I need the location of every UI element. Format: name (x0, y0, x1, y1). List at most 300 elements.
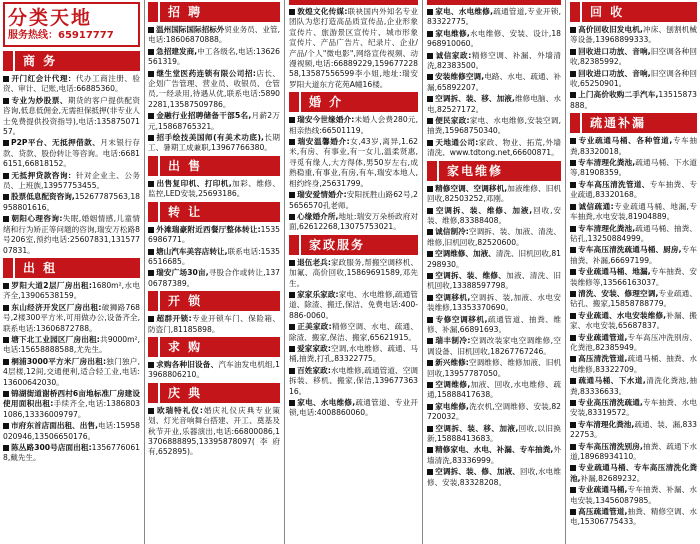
listing-entry (427, 315, 561, 336)
section-header-open: 开 锁 (148, 291, 280, 311)
listing-entry (427, 227, 561, 248)
listing-body: 水电维修、安装、设计,18968910060。 (427, 28, 561, 49)
listing-headline: 专业疏通马桶、专车高压清洗化粪池, (570, 463, 697, 483)
column-1 (0, 0, 143, 544)
masthead-hotline: 服务热线：65917777 (8, 30, 114, 41)
top-bar (427, 0, 561, 5)
bullet-square-icon (570, 487, 576, 493)
bullet-square-icon (289, 400, 295, 406)
listing-headline: 精修空调、空调移机, (435, 183, 508, 193)
listing-entry (570, 485, 697, 506)
bullet-square-icon (427, 96, 433, 102)
section-header-marriage: 婚 介 (289, 92, 418, 112)
listing-entry (427, 29, 561, 50)
listing-entry (289, 212, 418, 233)
listing-headline: 诚信疏通: (578, 201, 614, 211)
listing-body: 专车抽粪、专业疏通,83320168。 (570, 179, 698, 200)
listing-entry (148, 247, 280, 268)
listing-body: 长期工、暑期工成兼职,13967766380。 (148, 133, 280, 153)
listing-headline: 瑞安广场30亩, (156, 268, 209, 278)
listing-headline: 诚信家政: (435, 50, 472, 60)
listing-body: 回收,安装、维修,83388408。 (427, 205, 561, 225)
transfer-listings (148, 225, 280, 289)
listing-entry (570, 376, 697, 397)
listing-headline: 空调拆、装、修、加液、 (435, 467, 520, 477)
listing-body: 专车抽粪、补漏,66697199。 (570, 245, 697, 265)
section-header-seek: 求 购 (148, 337, 280, 357)
listing-headline: 空调拆、装、维修、加液, (435, 205, 533, 215)
listing-entry (570, 158, 697, 179)
listing-entry (427, 358, 561, 379)
listing-body: 专业疏通马桶、地漏,专车抽粪,水电安装,81904889。 (570, 201, 697, 222)
listing-body: 月薪2万元,15868765321。 (148, 111, 280, 131)
listing-entry (570, 333, 697, 354)
listing-body: 加彩、维修、监控,LED安装,25693186。 (148, 178, 280, 199)
bullet-square-icon (3, 283, 9, 289)
listing-headline: 专车清理化粪池, (578, 419, 635, 429)
listing-entry (427, 138, 561, 159)
listing-headline: 股票低息配资咨询, (11, 192, 75, 202)
listing-headline: 专车高压清洗管道、 (578, 179, 650, 189)
listing-entry (570, 289, 697, 310)
bullet-square-icon (3, 76, 9, 82)
listing-entry (427, 94, 561, 115)
bullet-square-icon (570, 313, 576, 319)
listing-body: 回收,水电维修、安装,83328208。 (427, 467, 561, 487)
bullet-square-icon (570, 422, 576, 428)
listing-body: 补漏、搬家、水电安装,65687837。 (570, 310, 698, 331)
bullet-square-icon (3, 98, 9, 104)
listing-body: 空调维修、维修加液、旧机回收,13957787050。 (427, 358, 561, 378)
listing-body: 空调拆、装,加液、水电安装维修,13353370690。 (427, 292, 561, 313)
listing-body: 疏通马桶、下水道等,81908359。 (570, 158, 698, 178)
listing-headline: 清洗、安装、修理空调, (578, 288, 659, 298)
listing-body: 汽车油发电机组,13968806210。 (148, 359, 281, 380)
listing-body: 补漏,82689232。 (580, 473, 645, 483)
listing-entry (427, 206, 561, 227)
listing-body: 13515873888。 (570, 90, 697, 110)
bullet-square-icon (570, 269, 576, 275)
listing-entry (570, 224, 697, 245)
bullet-square-icon (3, 423, 9, 429)
bullet-square-icon (148, 71, 154, 77)
bullet-square-icon (570, 291, 576, 297)
listing-body: 回收,以旧换新,15888413683。 (427, 423, 561, 444)
marriage-listings (289, 115, 418, 232)
listing-headline: 专业疏通马桶、地漏, (578, 267, 651, 277)
listing-body: 手续齐全,电话:13868031086,13336009797。 (3, 399, 140, 419)
listing-entry (427, 184, 561, 205)
listing-entry (570, 398, 697, 419)
listing-headline: 专车清理化粪池, (578, 223, 636, 233)
listing-body: 疏通马桶、抽粪、水电维修,83322709。 (570, 354, 698, 374)
listing-entry (3, 443, 140, 464)
listing-headline: 空调拆、装、维修、 (435, 270, 507, 280)
listing-entry (289, 398, 418, 419)
listing-entry (427, 380, 561, 401)
listing-body: 13567760618,戴先生。 (3, 443, 140, 463)
listing-headline: 桐浦3000平方米厂房出租: (11, 356, 107, 366)
bullet-square-icon (427, 360, 433, 366)
listing-headline: 专车高压清洗别房, (578, 441, 643, 451)
listing-headline: 瑞安温馨婚介: (297, 137, 350, 147)
listing-body: 加液维修、旧机回收,82503252,邓刚。 (427, 183, 562, 204)
listing-entry (3, 214, 140, 256)
bullet-square-icon (148, 249, 154, 255)
listing-body: 专车抽粪、水电安装,83319572。 (570, 398, 697, 418)
bullet-square-icon (289, 117, 295, 123)
listing-headline: 家电维修, (435, 401, 469, 411)
listing-headline: 空调移机, (435, 292, 471, 302)
listing-body: 针对企业主、公务员、上班族,13957753455。 (3, 170, 140, 191)
column-2 (145, 0, 283, 544)
listing-entry (3, 421, 140, 442)
bullet-square-icon (427, 295, 433, 301)
bullet-square-icon (3, 391, 9, 397)
bullet-square-icon (427, 31, 433, 37)
bullet-square-icon (3, 140, 9, 146)
bullet-square-icon (570, 444, 576, 450)
bullet-square-icon (289, 260, 295, 266)
listing-body: 店长、企划广告管理、营业员、收银员、仓管员,一经录用,待遇从优,联系电话:58902281,13587509786。 (148, 68, 280, 109)
bullet-square-icon (148, 270, 154, 276)
listing-body: 精修空调、补漏、外墙清洗,82383500。 (427, 50, 561, 71)
bullet-square-icon (427, 273, 433, 279)
section-header-housekeeping: 家政服务 (289, 235, 418, 255)
bullet-square-icon (427, 382, 433, 388)
listing-entry (289, 366, 418, 397)
bullet-square-icon (570, 356, 576, 362)
listing-entry (427, 467, 561, 488)
listing-headline: 瑞安今世缘婚介: (297, 115, 355, 125)
bullet-square-icon (570, 226, 576, 232)
listing-entry (3, 357, 140, 388)
bullet-square-icon (289, 368, 295, 374)
listing-entry (570, 47, 697, 68)
listing-headline: 敦煌文化传媒: (297, 7, 348, 16)
listing-entry (3, 74, 140, 95)
listing-headline: 退伍老兵: (297, 257, 331, 267)
housekeeping-listings (289, 258, 418, 419)
listing-entry (427, 116, 561, 137)
media-listings (289, 7, 418, 90)
listing-headline: 出售复印机、打印机, (156, 178, 232, 188)
listing-body: 中工各级名,电话:13626561319。 (148, 46, 280, 67)
listing-entry (570, 245, 697, 266)
section-header-sell: 出 售 (148, 156, 280, 176)
listing-entry (570, 507, 697, 528)
column-4 (424, 0, 564, 544)
listing-entry (289, 290, 418, 321)
listing-body: 空调,水电维修、疏通、马桶,抽粪,打孔,83322775。 (289, 343, 418, 364)
listing-entry (3, 389, 140, 420)
listing-entry (3, 303, 140, 334)
listing-body: 专车抽粪、补漏、水电安装,13456087985。 (570, 485, 698, 505)
listing-entry (570, 136, 697, 157)
bullet-square-icon (570, 160, 576, 166)
listing-headline: 欧瑞特礼仪: (156, 405, 203, 415)
bullet-square-icon (148, 135, 154, 141)
listing-body: 专车抽粪,83320018。 (570, 136, 698, 156)
bullet-square-icon (427, 317, 433, 323)
bullet-square-icon (3, 337, 9, 343)
repair-listings (427, 7, 561, 159)
listing-entry (427, 51, 561, 72)
bullet-square-icon (148, 316, 154, 322)
listing-headline: 求购各种旧设备、 (156, 359, 219, 369)
listing-entry (289, 115, 418, 136)
listing-body: 女,43岁,离异,1.62米,有房、有事业,有一女儿,温柔贤惠,寻觅有缘人,大方得体,男50岁左右,成熟稳重,有事业,有房,有车,瑞安本地人,相约终身,25631799。 (289, 137, 418, 188)
section-header-appliance: 家电维修 (427, 161, 561, 181)
listing-headline: 精修家电、水电、补漏、专车抽粪, (435, 445, 554, 455)
section-header-pipe: 疏通补漏 (570, 113, 697, 133)
bullet-square-icon (570, 247, 576, 253)
listing-body: 期货的客户提供配资咨询,低息低佣金,无需担保抵押(非专业人士免费提供投资指导),电话:13587507157。 (3, 95, 140, 137)
bullet-square-icon (289, 324, 295, 330)
listing-body: 水电维修,疏通管道、空调拆装、移机、搬家,保洁,13967736316。 (289, 365, 418, 396)
listing-headline: 百姓家政: (297, 365, 331, 375)
listing-body: 家电、水电维修,安装空调,抽粪,15968750340。 (427, 116, 561, 136)
listing-entry (3, 192, 140, 213)
bullet-square-icon (3, 359, 9, 365)
column-3 (286, 0, 421, 544)
listing-entry (148, 360, 280, 381)
bullet-square-icon (427, 118, 433, 124)
listing-entry (427, 336, 561, 357)
listing-body: 抽粪、疏通下水道,18968934110。 (570, 441, 697, 462)
listing-body: 婚庆礼仪庆典专业策划、灯光音响舞台搭建、开工、奠基及秋节开业,乐器演出,电话:66800086,13706888895,13395878097(李府有,652895)。 (148, 405, 281, 457)
listing-entry (148, 179, 280, 200)
listing-body: 贸业务员、业管,电话:18606870888。 (148, 25, 280, 45)
listing-entry (570, 180, 697, 201)
listing-headline: 塘下北工业园区厂房出租: (11, 334, 100, 344)
listing-entry (570, 442, 697, 463)
bullet-square-icon (427, 53, 433, 59)
listing-headline: 温州国际国际招标外 (156, 25, 225, 34)
bullet-square-icon (570, 465, 576, 471)
bullet-square-icon (148, 408, 154, 414)
listing-entry (427, 402, 561, 423)
listing-entry (427, 293, 561, 314)
listing-entry (289, 322, 418, 343)
listing-headline: 急招建发商, (156, 46, 198, 56)
listing-headline: 外滩瑞豪附近西餐厅整体转让: (156, 224, 261, 234)
listing-body: 家电、水电维修,疏通管道、除渣、搬迁,保洁、免费电话:400-886-0060。 (289, 289, 418, 320)
listing-headline: 高压疏通管道, (578, 507, 628, 517)
listing-entry (427, 271, 561, 292)
listing-body: 未婚人会费280元,相亲热线:66501119。 (289, 115, 418, 135)
column-5 (567, 0, 700, 544)
listing-headline: 锦湖街道谢桥西村6亩地标准厂房建设使用面积出租: (3, 388, 140, 409)
listing-entry (427, 7, 561, 28)
listing-headline: 瑞安爱情婚介: (297, 190, 347, 200)
listing-headline: 正美家政: (297, 322, 332, 332)
listing-body: 专车抽粪、安装维修等,13566163037。 (570, 267, 697, 287)
bullet-square-icon (570, 509, 576, 515)
listing-entry (289, 344, 418, 365)
bullet-square-icon (148, 362, 154, 368)
listing-entry (289, 7, 418, 90)
listing-body: 空调拆、装、加液、清洗、维修,旧机回收,82520600。 (427, 227, 561, 247)
listing-headline: 专修空调移机, (435, 314, 488, 324)
bullet-square-icon (570, 378, 576, 384)
listing-entry (3, 138, 140, 169)
bullet-square-icon (3, 173, 9, 179)
bullet-square-icon (570, 27, 576, 33)
listing-headline: 家电、水电维修, (297, 398, 356, 407)
listing-headline: 高价回收旧发电机, (578, 25, 643, 34)
listing-body: 家政服务,帮搬空调移机、加氟、高价回收,15869691589,邓先生。 (289, 257, 418, 288)
listing-headline: 塘山汽车美容店转让, (156, 246, 228, 256)
listing-headline: 陈丛路300号店面出租: (11, 443, 92, 452)
recruit-listings (148, 25, 280, 154)
bullet-square-icon (3, 216, 9, 222)
listing-entry (3, 335, 140, 356)
bullet-square-icon (289, 292, 295, 298)
listing-entry (570, 311, 697, 332)
bullet-square-icon (427, 338, 433, 344)
listing-headline: 开门红会计代理： (11, 74, 76, 83)
listing-headline: 市府东首店面出租、出售, (11, 421, 98, 431)
listing-headline: 无抵押贷款咨询： (11, 170, 76, 180)
listing-headline: 空调维修、加液、 (435, 249, 496, 259)
listing-entry (148, 268, 280, 289)
listing-body: 独门独户,4层楼,12间,交通便利,适合轻工业,电话:13600642030。 (3, 356, 141, 387)
listing-headline: 便民家政: (435, 116, 470, 126)
listing-headline: 罗阳大道2层厂房出租: (11, 280, 92, 290)
section-header-business: 商 务 (3, 51, 140, 71)
bullet-square-icon (427, 74, 433, 80)
listing-body: 共9000m²,电话:15658888588,尤先生。 (3, 334, 140, 355)
listing-body: 疏通、装、漏,83322753。 (570, 419, 697, 440)
listing-body: 疏通马桶、抽粪、钻孔,13250884999。 (570, 223, 698, 243)
listing-headline: 心缘婚介所, (297, 211, 339, 221)
listing-headline: 上门高价收购二手汽车, (578, 90, 659, 100)
listing-entry (570, 202, 697, 223)
listing-body: 疏通管道,专业开锁,83322775。 (427, 7, 562, 27)
listing-headline: 空调拆、装、移、加液, (435, 423, 519, 433)
listing-body: 15267787563,18958801616。 (3, 192, 140, 212)
listing-body: 冲床、刨割机械等设备,13968899333。 (570, 25, 697, 45)
listing-entry (570, 354, 697, 375)
listing-headline: 专业疏通马桶, (578, 485, 628, 495)
bullet-square-icon (427, 404, 433, 410)
listing-headline: 瑞丰制冷: (435, 336, 471, 346)
listing-body: 联袂国内外知名专业团队为您打造高品质宣传品,企业形象宣传片、旅游景区宣传片、城市形象宣传片、产品广告片、纪录片、企业/产品/个人"微电影",网络宣传视频、动漫视频,电话:66889229,15967722858,13587556599李小姐,地址:瑞安罗阳大道东方花苑A幢16楼。 (289, 7, 418, 89)
rent-listings (3, 281, 140, 464)
section-header-recycle: 回 收 (570, 2, 697, 22)
listing-body: 外墙清洗,83336999。 (427, 445, 562, 465)
bullet-square-icon (148, 181, 154, 187)
listing-entry (570, 25, 697, 46)
listing-entry (148, 47, 280, 68)
listing-body: 家政、物业、拓荒,外墙清洗、www.tdtong.net,66600871。 (427, 137, 561, 158)
listing-body: 代办工商注册、验资、审计、记账,电话:66885360。 (3, 74, 140, 94)
sell-listings (148, 179, 280, 200)
bullet-square-icon (427, 426, 433, 432)
listing-body: 清洗化粪池,抽粪,83336633。 (570, 376, 697, 396)
listing-headline: 爱家家政: (297, 343, 331, 353)
bullet-square-icon (570, 400, 576, 406)
masthead-title: 分类天地 (8, 7, 93, 29)
open-listings (148, 314, 280, 335)
listing-headline: 专业疏通、水电安装维修, (578, 310, 667, 320)
listing-entry (570, 420, 697, 441)
listing-headline: 金融行业招聘储备干部5名, (156, 111, 252, 121)
celebrate-listings (148, 406, 280, 458)
bullet-square-icon (148, 113, 154, 119)
listing-headline: 专业为炒股票、 (11, 95, 68, 105)
listing-entry (570, 90, 697, 111)
listing-headline: 家电、水电维修, (435, 7, 493, 16)
listing-entry (148, 111, 280, 132)
bullet-square-icon (427, 251, 433, 257)
listing-headline: 招手绘技美国师(有美术功底), (156, 133, 264, 143)
listing-body: 破狮路768号,2楼300平方米,可用做办公,设备齐全,联系电话:13606872788。 (3, 302, 140, 333)
listing-headline: 专业疏通管道, (578, 332, 628, 342)
listing-body: 旧空调各种回收,82385992。 (570, 46, 697, 67)
bullet-square-icon (148, 27, 154, 33)
listing-entry (148, 25, 280, 46)
pipe-listings (570, 136, 697, 528)
listing-body: 月末银行存款、贷款、股份转让等咨询。电话:66816151,66818152。 (3, 138, 140, 169)
listing-entry (148, 69, 280, 111)
listing-headline: 空调维修, (435, 380, 471, 389)
listing-headline: 专业高压清洗疏通, (578, 398, 643, 407)
bullet-square-icon (427, 469, 433, 475)
listing-body: 清洗、旧机回收,81298930。 (427, 249, 562, 269)
listing-entry (427, 249, 561, 270)
listing-entry (427, 424, 561, 445)
listing-headline: 东山经济开发区厂房出租: (11, 302, 102, 312)
listing-headline: 空调拆、装、移、加液, (435, 94, 515, 104)
column-divider (422, 0, 423, 544)
listing-body: 维修电脑、水电,82527172。 (427, 94, 562, 114)
listing-body: 安阳抚胜山路62号,25656570孔老师。 (289, 190, 418, 210)
bullet-square-icon (570, 92, 576, 98)
listing-body: 抽粪、精修空调、水电,15306775433。 (570, 507, 698, 527)
listing-entry (570, 463, 697, 484)
column-divider (284, 0, 285, 544)
bullet-square-icon (3, 194, 9, 200)
listing-headline: 继生堂医药连锁有限公司招: (156, 68, 256, 78)
listing-entry (3, 281, 140, 302)
listing-body: 专车高压冲洗别房、化粪池,82385949。 (570, 332, 698, 352)
bullet-square-icon (427, 186, 433, 192)
listing-body: 专业疏通、钻孔、搬家,15858788779。 (570, 288, 698, 309)
listing-body: 加液、回收,水电维修、疏通,15888417638。 (427, 380, 561, 400)
bullet-square-icon (570, 335, 576, 341)
listing-headline: 疏通马桶、下水道, (578, 376, 646, 386)
listing-headline: 回收进口功放、音响, (578, 68, 651, 78)
recycle-listings (570, 25, 697, 111)
listing-body: 专业开锁车门、保险箱、防盗门,81185898。 (148, 314, 280, 334)
listing-entry (427, 445, 561, 466)
bullet-square-icon (427, 229, 433, 235)
listing-headline: 新兴维修: (435, 358, 469, 368)
listing-body: 精修空调、水电、疏通、除渣、搬家,保洁、搬家,65621915。 (289, 322, 418, 342)
business-listings (3, 74, 140, 256)
listing-body: 电路、水电、疏通、补漏,65892207。 (427, 72, 561, 92)
listing-headline: 超群开锁: (156, 314, 192, 324)
bullet-square-icon (148, 49, 154, 55)
listing-body: 电话:15958020946,13506650176。 (3, 421, 140, 441)
bullet-square-icon (427, 208, 433, 214)
section-header-transfer: 转 让 (148, 202, 280, 222)
listing-body: 联系电话:15356516685。 (148, 246, 280, 266)
listing-entry (570, 69, 697, 90)
listing-entry (148, 133, 280, 154)
